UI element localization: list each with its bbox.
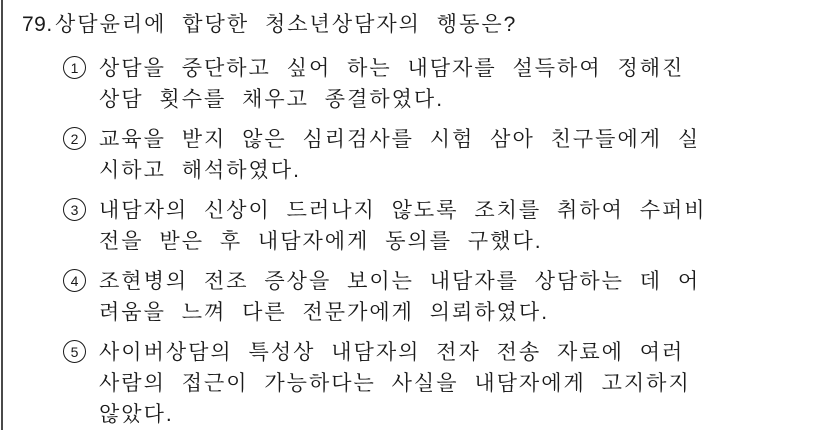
option-line: 상담 횟수를 채우고 종결하였다. — [99, 88, 445, 111]
option-line: 내담자의 신상이 드러나지 않도록 조치를 취하여 수퍼비 — [99, 199, 707, 222]
option-1[interactable] — [63, 53, 812, 115]
option-5-circled-number: 5 — [63, 340, 86, 363]
question-number: 79. — [22, 13, 53, 36]
option-2[interactable] — [63, 124, 812, 186]
question-block — [22, 9, 812, 430]
option-line: 려움을 느껴 다른 전문가에게 의뢰하였다. — [99, 301, 550, 324]
option-5[interactable] — [63, 337, 812, 430]
question-header — [22, 9, 812, 40]
option-4-circled-number: 4 — [63, 269, 86, 292]
option-line: 사람의 접근이 가능하다는 사실을 내담자에게 고지하지 — [99, 372, 691, 395]
option-2-circled-number: 2 — [63, 127, 86, 150]
option-line: 전을 받은 후 내담자에게 동의를 구했다. — [99, 230, 543, 253]
option-4-text — [99, 266, 700, 328]
option-3[interactable] — [63, 195, 812, 257]
option-1-text — [99, 53, 684, 115]
option-line: 않았다. — [99, 403, 174, 426]
option-line: 교육을 받지 않은 심리검사를 시험 삼아 친구들에게 실 — [99, 128, 701, 151]
option-line: 조현병의 전조 증상을 보이는 내담자를 상담하는 데 어 — [99, 270, 701, 293]
option-3-circled-number: 3 — [63, 198, 86, 221]
option-4[interactable] — [63, 266, 812, 328]
option-2-text — [99, 124, 700, 186]
option-line: 상담을 중단하고 싶어 하는 내담자를 설득하여 정해진 — [99, 57, 685, 80]
option-3-text — [99, 195, 707, 257]
option-1-circled-number: 1 — [63, 56, 86, 79]
option-line: 사이버상담의 특성상 내담자의 전자 전송 자료에 여러 — [99, 341, 685, 364]
options-list — [63, 53, 812, 430]
question-text: 상담윤리에 합당한 청소년상담자의 행동은? — [55, 13, 518, 36]
option-line: 시하고 해석하였다. — [99, 159, 301, 182]
option-5-text — [99, 337, 691, 430]
page-left-rule — [1, 0, 3, 430]
